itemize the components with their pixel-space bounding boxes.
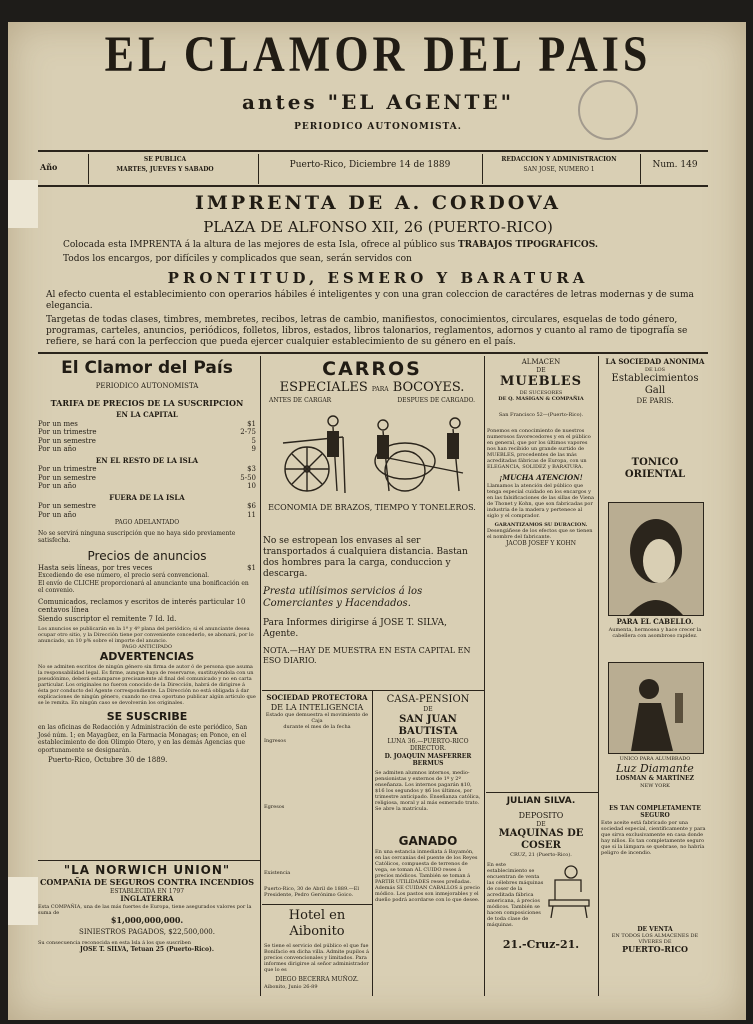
almacen-ad <box>487 358 595 547</box>
gall-city: DE PARIS. <box>636 396 674 405</box>
maquinas-title: MAQUINAS DE COSER <box>498 828 584 851</box>
newspaper-page <box>8 22 746 1020</box>
excediendo-note: Excediendo de ese número, el precio será convencional. <box>38 572 210 579</box>
price-row: Por un semestre 5 <box>38 436 256 445</box>
norwich-text-1: Esta COMPAÑIA, una de las más fuertes de Europa, tiene asegurados valores por la suma de <box>38 903 252 916</box>
maquinas-text: En este establecimiento se encuentran de venta las célebres máquinas de coser de la acreditada fábrica americana, á precios módicos. También se hacen composiciones de toda clase de máquinas. <box>487 862 544 928</box>
almacen-text-2: Llamamos la atención del público que tenga especial cuidado en los encargos y en las falsificaciones de las sillas de Viena de Thonet y Kohn, que son fabricadas por industria de la madera y pertenece al siglo y el comprador. <box>487 482 594 519</box>
pension-ad <box>375 694 481 903</box>
pension-title: CASA-PENSION <box>386 694 470 705</box>
sociedad-line: durante el mes de la fecha <box>283 724 351 730</box>
cart-illustration <box>263 407 481 499</box>
norwich-sub: COMPAÑIA DE SEGUROS CONTRA INCENDIOS <box>39 877 255 887</box>
hotel-text: Se tiene el servicio del público el que fue Bonifacio en dicha villa. Admite pupilos á precios convencionales y limitados. Para informes dirigirse al señor administrador que lo es <box>264 943 369 973</box>
resto-rows <box>38 465 256 491</box>
sociedad-line: Existencia <box>264 870 291 876</box>
advertencias-text: No se admiten escritos de ningún género sin firma de autor ó de persona que asuma la responsabilidad legal. Es firme, aunque haya de reservarse, sustituyéndola con un pseudónimo, deberá estamparse precisamente al final del comunicado y no en carta particular. Los originales no fueron conocido de la Dirección, habrá de dirigirse á ésta por conducto del Agente correspondiente. La Dirección no está obligada á dar explicaciones de ningún género, cuando no crea oportuno publicar algún artículo que se le remita. En ningún caso se devolverán los originales. <box>38 664 256 706</box>
resto-heading: EN EL RESTO DE LA ISLA <box>95 455 199 465</box>
col1-date: Puerto-Rico, Octubre 30 de 1889. <box>48 756 168 764</box>
maquinas-body <box>487 862 595 928</box>
norwich-country: INGLATERRA <box>120 894 174 903</box>
carros-economia: ECONOMIA DE BRAZOS, TIEMPO Y TONELEROS. <box>268 502 476 512</box>
luz-illustration <box>608 662 704 754</box>
pension-director: D. JOAQUIN MASFERRER BERMUS <box>384 752 472 767</box>
almacen-title: ALMACEN <box>521 358 561 366</box>
carros-captions: ANTES DE CARGAR DESPUES DE CARGADO. <box>269 397 475 404</box>
ganado-heading: GANADO <box>398 833 458 848</box>
muebles-title: MUEBLES <box>499 374 583 389</box>
venta-city: PUERTO-RICO <box>622 944 688 954</box>
hasta-row: Hasta seis líneas, por tres veces $1 <box>38 563 256 572</box>
tarifa-heading: TARIFA DE PRECIOS DE LA SUSCRIPCION <box>50 397 244 408</box>
advertencias-heading: ADVERTENCIAS <box>99 650 195 663</box>
hotel-title: Hotel en Aibonito <box>288 908 346 939</box>
pago-anticipado: PAGO ANTICIPADO <box>122 644 172 650</box>
precios-heading: Precios de anuncios <box>87 548 207 563</box>
almacen-address: San Francisco 52—(Puerto-Rico). <box>498 412 584 418</box>
jacob-kohn: JACOB JOSEF Y KOHN <box>505 539 577 547</box>
pension-text: Se admiten alumnos internos, medio-pensionistas y externos de 1º y 2º enseñanza. Los internos pagarán $10, $16 los segundos y $6 los últimos, por trimestre anticipado. Enseñanza católica, religiosa, moral y al más esmerado trato. Se abre la matrícula. <box>375 769 481 812</box>
norwich-capital: $1,000,000,000. <box>110 914 184 925</box>
imprenta-text-3: Al efecto cuenta el establecimiento con operarios hábiles é inteligentes y con una gran coleccion de caractéres de letras modernas y de suma elegancia. <box>46 290 694 311</box>
pension-de: DE <box>423 706 433 713</box>
pension-director-label: DIRECTOR. <box>409 745 446 752</box>
sociedad-line: Ingresos <box>264 738 286 744</box>
norwich-title: "LA NORWICH UNION" <box>63 863 231 877</box>
luz-city: NEW YORK <box>640 782 670 789</box>
imprenta-address: PLAZA DE ALFONSO XII, 26 (PUERTO-RICO) <box>203 218 553 236</box>
sociedad-title: SOCIEDAD PROTECTORA <box>266 693 368 702</box>
price-row: Por un año 9 <box>38 445 256 453</box>
capital-heading: EN LA CAPITAL <box>116 410 178 419</box>
newspaper-title: EL CLAMOR DEL PAIS <box>104 26 652 83</box>
price-row: Por un trimestre 2-75 <box>38 428 256 436</box>
duracion-label: GARANTIZAMOS SU DURACION. <box>494 521 588 528</box>
sociedad-sub: DE LA INTELIGENCIA <box>270 702 364 712</box>
luz-title: Luz Diamante <box>616 762 694 775</box>
anuncios-text: Los anuncios se publicarán en la 1ª y 4ª plana del periódico; si el anunciante desea ocupar otro sitio, y la Dirección tiene por conveniente concederlo, se abonará, por lo anunciado, un 10 p% sobre el importe del anuncio. <box>38 626 254 644</box>
column-1 <box>38 358 256 765</box>
maquinas-address: CRUZ, 21 (Puerto-Rico). <box>510 852 572 858</box>
admin-label: REDACCION Y ADMINISTRACION <box>501 156 617 163</box>
worker-figure <box>447 433 459 459</box>
carros-nota: NOTA.—HAY DE MUESTRA EN ESTA CAPITAL EN ESO DIARIO. <box>263 646 471 665</box>
hotel-ad <box>264 908 370 990</box>
imprenta-title: IMPRENTA DE A. CORDOVA <box>194 192 561 214</box>
year-label: Año <box>40 162 58 172</box>
price-row: Por un semestre $6 <box>38 502 256 510</box>
es-tan-seguro: ES TAN COMPLETAMENTE SEGURO <box>609 804 701 819</box>
norwich-agent: JOSE T. SILVA, Tetuan 25 (Puerto-Rico). <box>80 945 214 953</box>
newspaper-tagline: PERIODICO AUTONOMISTA. <box>294 122 462 132</box>
tape-strip <box>8 180 38 228</box>
suscribe-heading: SE SUSCRIBE <box>106 710 188 723</box>
almacen-text-1: Ponemos en conocimiento de nuestros numerosos favorecedores y en el público en general, que por los últimos vapores nos han recibido un grande surtido de MUEBLES, procedentes de las más acreditadas fábricas de Europa, con un ELEGANCIA, SOLIDEZ y BARATURA. <box>487 428 591 470</box>
admin-address: SAN JOSE, NUMERO 1 <box>523 166 595 173</box>
sociedad-line: Egresos <box>264 804 285 810</box>
carros-informes: Para Informes dirigirse á JOSE T. SILVA, Agente. <box>263 618 447 639</box>
almacen-de: DE <box>536 366 546 374</box>
deposito-label: DEPOSITO <box>518 811 564 820</box>
imprenta-text-1: Colocada esta IMPRENTA á la altura de las mejores de esta Isla, ofrece al público sus TRABAJOS TIPOGRAFICOS. <box>63 240 599 250</box>
maquinas-ad <box>487 796 595 952</box>
sociedad-anonima-title: LA SOCIEDAD ANONIMA <box>605 357 705 366</box>
cliche-note: El envío de CLICHE proporcionará al anunciante una bonificación en el convenio. <box>38 579 249 594</box>
worker-figure <box>377 435 389 459</box>
newspaper-subtitle: antes "EL AGENTE" <box>241 90 515 114</box>
pago-label: PAGO ADELANTADO <box>114 519 180 526</box>
carros-sub: ESPECIALES PARA BOCOYES. <box>279 380 465 395</box>
tonico-info <box>601 618 709 639</box>
almacen-owner: DE Q. MASIGAN & COMPAÑIA <box>498 396 584 402</box>
venta-label: DE VENTA <box>637 925 673 933</box>
almacen-sucesores: DE SUCESORES <box>519 390 563 396</box>
norwich-est: ESTABLECIDA EN 1797 <box>109 887 185 895</box>
publishes-days: MARTES, JUEVES Y SABADO <box>116 166 214 173</box>
luz-sub: UNICO PARA ALUMBRADO <box>619 756 691 762</box>
carros-prest: Presta utilísimos servicios á los Comerciantes y Hacendados. <box>263 586 423 609</box>
sewing-machine-illustration <box>545 862 593 918</box>
publishes-label: SE PUBLICA <box>143 156 187 163</box>
carros-ad <box>263 358 481 665</box>
tonico-text: Aumenta, hermosea y hace crecer la cabellera con asombroso rapidez. <box>608 626 702 639</box>
imprenta-text-2: Todos los encargos, por difíciles y complicados que sean, serán servidos con <box>63 254 412 264</box>
luz-diamante-ad <box>601 756 709 955</box>
norwich-text-2: Su consecuencia reconocida en esta Isla á los que suscriben <box>38 939 191 946</box>
luz-by: LOSMAN & MARTÍNEZ <box>615 775 695 782</box>
column-5 <box>601 358 709 481</box>
cruz-number: 21.-Cruz-21. <box>502 938 580 951</box>
capital-rows <box>38 420 256 454</box>
ganado-text: En una estancia inmediata á Bayamón, en las cercanías del puente de los Reyes Católicos, compuesta de terrenos de vega, se toman AL CUIDO reses á precios módicos. También se toman á PARTIR UTILIDADES reses preñadas. Además SE CUIDAN CABALLOS á precio módico. Los pastos son inmejorables y el dueño podrá acordarse con lo que desee. <box>375 848 480 903</box>
tape-strip <box>8 877 38 925</box>
julian-silva: JULIAN SILVA. <box>506 796 576 806</box>
carros-title: CARROS <box>322 358 422 380</box>
worker-figure <box>327 431 339 457</box>
comunicados-row: Comunicados, reclamos y escritos de interés particular 10 centavos línea <box>38 597 246 614</box>
hotel-owner: DIEGO BECERRA MUÑOZ. <box>275 976 359 983</box>
suscripcion-note: No se servirá ninguna suscripción que no haya sido previamente satisfecha. <box>38 529 236 544</box>
col1-sub: PERIODICO AUTONOMISTA <box>95 382 199 390</box>
fuera-rows <box>38 502 256 519</box>
remitido-row: Siendo suscriptor el remitente 7 Id. Id. <box>38 614 177 623</box>
price-row: Por un año 11 <box>38 510 256 519</box>
sociedad-protectora <box>264 694 370 898</box>
sociedad-line: Estado que demuestra el movimiento de Caja <box>265 712 369 724</box>
establecimientos-gall: Establecimientos Gall <box>611 372 699 396</box>
sociedad-anonima-de: DE LOS <box>644 366 666 373</box>
sociedad-signature: Puerto-Rico, 30 de Abril de 1889.—El Presidente, Pedro Gerónimo Goico. <box>264 886 359 898</box>
venta-text: EN TODOS LOS ALMACENES DE VÍVERES DE <box>611 933 699 945</box>
imprenta-text-4: Targetas de todas clases, timbres, membretes, recibos, letras de cambio, manifiestos, conocimientos, circulares, esquelas de todo género, programas, carteles, anuncios, periódicos, folletos, libros, estados, libros talonarios, reglamentos, adornos y cuanto al ramo de tipografía se refiere, se hará con la perfeccion que pueda ejercer cualquier establecimiento de su género en el país. <box>46 315 688 347</box>
issue-number: Num. 149 <box>652 160 698 170</box>
price-row: Por un mes $1 <box>38 419 256 428</box>
norwich-ad <box>38 863 256 953</box>
tonico-portrait <box>608 502 704 616</box>
dateline: Puerto-Rico, Diciembre 14 de 1889 <box>289 160 451 170</box>
tonico-title: TONICO ORIENTAL <box>624 457 686 480</box>
cart-wheel <box>385 451 425 491</box>
price-row: Por un año 10 <box>38 482 256 490</box>
tonico-para: PARA EL CABELLO. <box>616 617 694 626</box>
price-row: Por un semestre 5-50 <box>38 473 256 482</box>
carros-text: No se estropean los envases al ser transportados á cualquiera distancia. Bastan dos hombres para la carga, conduccion y descarga. <box>263 536 468 579</box>
col1-title: El Clamor del País <box>61 358 233 378</box>
woman-portrait-illustration <box>609 503 703 615</box>
price-row: Por un trimestre $3 <box>38 465 256 473</box>
lamp-scene-illustration <box>609 663 703 753</box>
atencion-heading: ¡MUCHA ATENCION! <box>499 473 583 482</box>
pension-address: LUNA 36.—PUERTO-RICO <box>387 737 469 745</box>
fuera-heading: FUERA DE LA ISLA <box>109 492 185 502</box>
hotel-date: Aibonito, Junio 26-89 <box>264 983 318 990</box>
deposito-de: DE <box>536 820 546 828</box>
luz-text: Este aceite está fabricado por una sociedad especial, científicamente y para que sirva exclusivamente en casa donde hay niños. Es tan completamente seguro que si la lámpara se quebrase, no habría peligro de incendio. <box>601 819 706 856</box>
imprenta-slogan: PRONTITUD, ESMERO Y BARATURA <box>167 269 589 287</box>
almacen-text-3: Desengáñese de los efectos que se tienen el nombre del fabricante. <box>487 527 593 540</box>
norwich-siniestros: SINIESTROS PAGADOS, $22,500,000. <box>79 928 215 936</box>
suscribe-text: en las oficinas de Redacción y Administración de este periódico, San José núm. 1; en Mayagüez, en la Farmacia Monagas; en Ponce, en el establecimiento de don Olimpio Otero, y en las demás Agencias que oportunamente se designarán. <box>38 724 248 754</box>
pension-name: SAN JUAN BAUTISTA <box>398 713 458 737</box>
